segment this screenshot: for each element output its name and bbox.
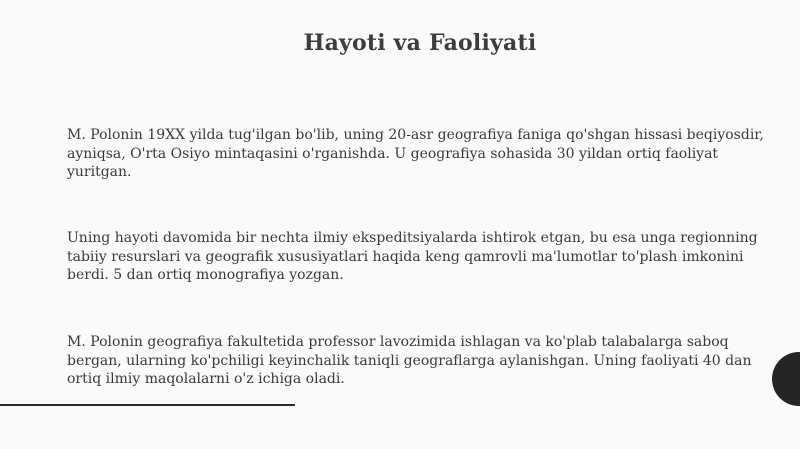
paragraph-expeditions: Uning hayoti davomida bir nechta ilmiy ekspeditsiyalarda ishtirok etgan, bu esa unga regionning tabiiy resurslari va geografik xususiyatlari haqida keng qamrovli ma'lumotlar to'plash imkonini berdi. 5 dan ortiq monografiya yozgan. xyxy=(67,230,758,283)
decorative-divider xyxy=(0,404,295,406)
decorative-circle xyxy=(772,352,800,406)
paragraph-biography: M. Polonin 19XX yilda tug'ilgan bo'lib, uning 20-asr geografiya faniga qo'shgan hissasi beqiyosdir, ayniqsa, O'rta Osiyo mintaqasini o'rganishda. U geografiya sohasida 30 yildan ortiq faoliyat yuritgan. xyxy=(67,127,764,180)
slide-title: Hayoti va Faoliyati xyxy=(303,30,537,56)
paragraph-teaching: M. Polonin geografiya fakultetida professor lavozimida ishlagan va ko'plab talabalarga saboq bergan, ularning ko'pchiligi keyinchalik taniqli geograflarga aylanishgan. Uning faoliyati 40 dan ortiq ilmiy maqolalarni o'z ichiga oladi. xyxy=(67,334,752,387)
